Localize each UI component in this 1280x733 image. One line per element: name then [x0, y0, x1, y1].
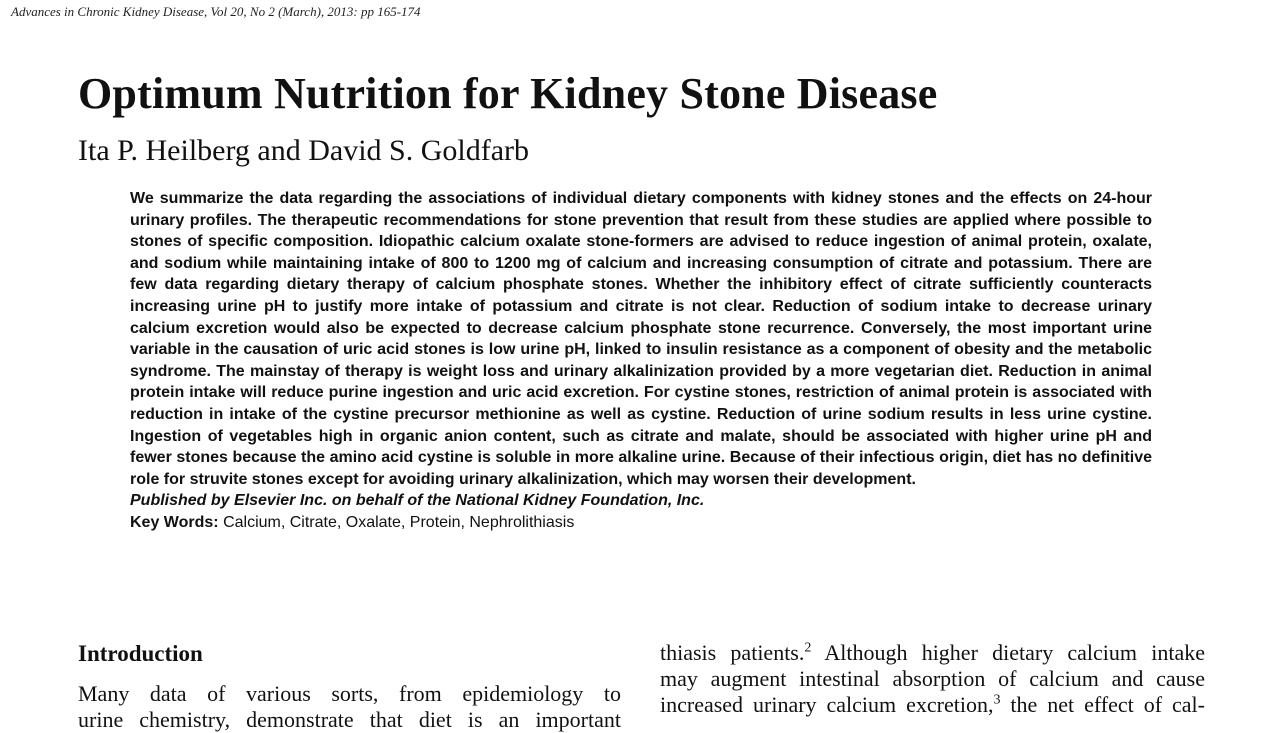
abstract-block — [130, 188, 1152, 534]
citation-ref: 3 — [993, 692, 1001, 708]
body-text-line — [660, 692, 1205, 718]
body-text-line: Many data of various sorts, from epidemiology to — [78, 681, 621, 706]
body-column-left — [78, 681, 621, 733]
keywords-line — [130, 512, 1152, 534]
journal-citation: Advances in Chronic Kidney Disease, Vol 20, No 2 (March), 2013: pp 165-174 — [11, 4, 421, 19]
publisher-note: Published by Elsevier Inc. on behalf of the National Kidney Foundation, Inc. — [130, 492, 705, 510]
article-title: Optimum Nutrition for Kidney Stone Disease — [78, 69, 938, 118]
abstract-text: We summarize the data regarding the associations of individual dietary components with kidney stones and the effects on 24-hour urinary profiles. The therapeutic recommendations for stone prevention that result from these studies are applied where possible to stones of specific composition. Idiopathic calcium oxalate stone-formers are advised to reduce ingestion of animal protein, oxalate, and sodium while maintaining intake of 800 to 1200 mg of calcium and increasing consumption of citrate and potassium. There are few data regarding dietary therapy of calcium phosphate stones. Whether the inhibitory effect of citrate sufficiently counteracts increasing urine pH to justify more intake of potassium and citrate is not clear. Reduction of sodium intake to decrease urinary calcium excretion would also be expected to decrease calcium phosphate stone recurrence. Conversely, the most important urine variable in the causation of uric acid stones is low urine pH, linked to insulin resistance as a component of obesity and the metabolic syndrome. The mainstay of therapy is weight loss and urinary alkalinization provided by a more vegetarian diet. Reduction in animal protein intake will reduce purine ingestion and uric acid excretion. For cystine stones, restriction of animal protein is associated with reduction in intake of the cystine precursor methionine as well as cystine. Reduction of urine sodium results in less urine cystine. Ingestion of vegetables high in organic anion content, such as citrate and malate, should be associated with higher urine pH and fewer stones because the amino acid cystine is soluble in more alkaline urine. Because of their infectious origin, diet has no definitive role for struvite stones except for avoiding urinary alkalinization, which may worsen their development. — [130, 190, 1152, 488]
body-text-line: may augment intestinal absorption of calcium and cause — [660, 666, 1205, 691]
keywords-list: Calcium, Citrate, Oxalate, Protein, Nephrolithiasis — [223, 513, 575, 531]
body-text-line — [660, 640, 1205, 666]
body-text-segment: the net effect of cal- — [1000, 692, 1205, 717]
body-text-segment: Although higher dietary calcium intake — [811, 640, 1205, 665]
body-column-right — [660, 640, 1205, 718]
body-text-segment: thiasis patients. — [660, 640, 805, 665]
citation-ref: 2 — [804, 640, 812, 656]
body-text-segment: increased urinary calcium excretion, — [660, 692, 994, 717]
body-text-line: urine chemistry, demonstrate that diet is an important — [78, 707, 621, 732]
keywords-label: Key Words: — [130, 513, 219, 531]
article-authors: Ita P. Heilberg and David S. Goldfarb — [78, 134, 530, 167]
section-heading-introduction: Introduction — [78, 641, 203, 666]
